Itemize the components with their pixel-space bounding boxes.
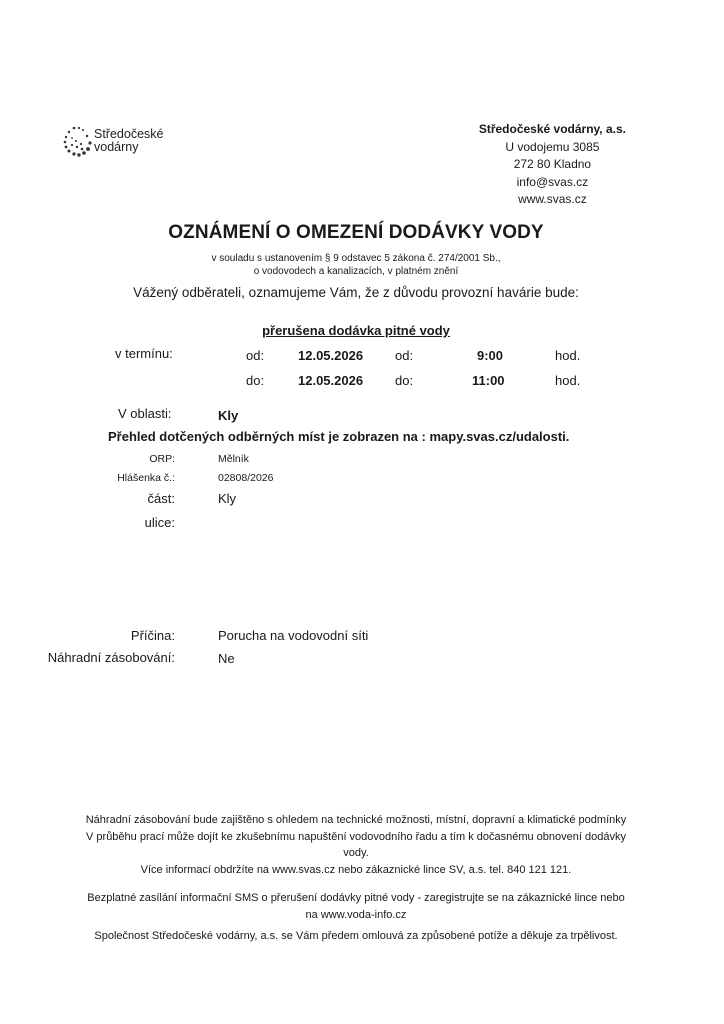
notice-title: OZNÁMENÍ O OMEZENÍ DODÁVKY VODY [168,222,544,243]
footer-line: V průběhu prací může dojít ke zkušebnímu napuštění vodovodního řadu a tím k dočasnému obnovení dodávky [86,830,626,843]
company-logo [60,124,200,164]
legal-reference [0,252,712,278]
to-time-label: do: [395,373,414,388]
water-drops-logo-icon [60,124,94,164]
notice-subtitle: přerušena dodávka pitné vody [262,323,450,338]
replacement-supply-label: Náhradní zásobování: [47,650,175,665]
footer-sms-info [28,890,684,923]
to-time: 11:00 [472,373,505,388]
cause-value: Porucha na vodovodní síti [218,628,369,643]
from-unit: hod. [555,348,581,363]
to-date-label: do: [246,373,265,388]
company-web: www.svas.cz [518,192,587,206]
company-address-block [479,121,626,209]
from-time: 9:00 [477,348,504,363]
footer-line: vody. [343,847,369,859]
part-value: Kly [218,491,237,506]
to-date: 12.05.2026 [298,373,364,388]
from-date-label: od: [246,348,265,363]
area-value: Kly [218,408,239,423]
footer-apology: Společnost Středočeské vodárny, a.s. se Vám předem omlouvá za způsobené potíže a děkuje za trpělivost. [94,930,618,942]
footer-line: Bezplatné zasílání informační SMS o přerušení dodávky pitné vody - zaregistrujte se na zákaznické lince nebo [87,892,625,904]
company-street: U vodojemu 3085 [505,139,600,154]
logo-line-2: vodárny [94,140,139,154]
from-date: 12.05.2026 [298,348,364,363]
logo-line-1: Středočeské [94,127,164,141]
area-label: V oblasti: [118,406,172,421]
street-label: ulice: [144,515,175,530]
legal-line-1: v souladu s ustanovením § 9 odstavec 5 zákona č. 274/2001 Sb., [211,253,501,264]
company-email: info@svas.cz [516,174,589,189]
schedule-label: v termínu: [115,346,173,361]
footer-replacement-supply-note [28,812,684,862]
orp-label: ORP: [149,453,175,465]
cause-label: Příčina: [130,628,175,643]
orp-value: Mělník [218,453,249,465]
from-time-label: od: [395,348,414,363]
footer-more-info: Více informací obdržíte na www.svas.cz nebo zákaznické lince SV, a.s. tel. 840 121 121. [140,864,572,876]
report-number-label: Hlášenka č.: [117,472,175,484]
affected-points-overview: Přehled dotčených odběrných míst je zobrazen na : mapy.svas.cz/udalosti. [108,429,570,444]
footer-line: na www.voda-info.cz [305,908,407,921]
company-city: 272 80 Kladno [513,157,592,171]
company-name: Středočeské vodárny, a.s. [478,122,626,136]
report-number-value: 02808/2026 [218,472,274,484]
footer-line: Náhradní zásobování bude zajištěno s ohledem na technické možnosti, místní, dopravní a klimatické podmínky [85,814,627,826]
part-label: část: [147,491,175,506]
logo-wordmark [94,128,163,154]
replacement-supply-value: Ne [218,651,235,666]
to-unit: hod. [555,373,581,388]
legal-line-2: o vodovodech a kanalizacích, v platném znění [253,266,459,277]
notice-intro: Vážený odběrateli, oznamujeme Vám, že z důvodu provozní havárie bude: [133,285,579,300]
